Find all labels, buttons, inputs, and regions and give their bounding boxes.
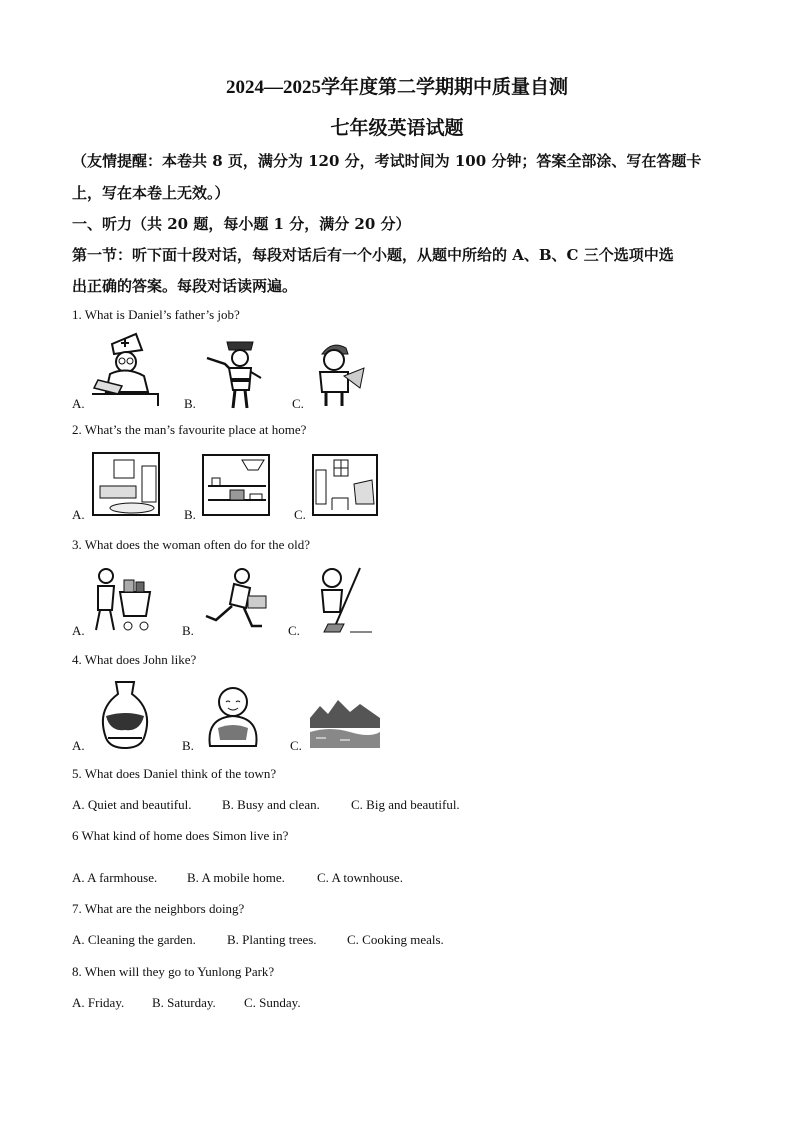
shopping-picture xyxy=(90,566,160,634)
sweeping-picture xyxy=(310,566,374,634)
figurine-picture xyxy=(202,684,264,748)
q4-option-a[interactable]: A. xyxy=(72,738,85,753)
q5-option-a[interactable]: A. Quiet and beautiful. xyxy=(72,797,192,812)
question-8: 8. When will they go to Yunlong Park? xyxy=(72,964,275,979)
worker-picture xyxy=(308,338,370,408)
question-2: 2. What’s the man’s favourite place at home? xyxy=(72,422,307,437)
q6-option-b[interactable]: B. A mobile home. xyxy=(187,870,285,885)
q4-option-c[interactable]: C. xyxy=(290,738,302,753)
question-1: 1. What is Daniel’s father’s job? xyxy=(72,307,240,322)
q8-option-c[interactable]: C. Sunday. xyxy=(244,995,301,1010)
q4-option-b[interactable]: B. xyxy=(182,738,194,753)
kitchen-picture xyxy=(202,454,272,518)
vase-picture xyxy=(92,680,158,750)
part-instruction-2: 出正确的答案。每段对话读两遍。 xyxy=(72,277,298,295)
q1-option-c[interactable]: C. xyxy=(292,396,304,411)
q2-option-c[interactable]: C. xyxy=(294,507,306,522)
living-room-picture xyxy=(312,454,380,518)
q7-option-c[interactable]: C. Cooking meals. xyxy=(347,932,444,947)
question-4: 4. What does John like? xyxy=(72,652,197,667)
police-officer-picture xyxy=(205,334,267,410)
q8-option-a[interactable]: A. Friday. xyxy=(72,995,125,1010)
carrying-box-picture xyxy=(200,566,274,634)
question-5: 5. What does Daniel think of the town? xyxy=(72,766,277,781)
q7-option-a[interactable]: A. Cleaning the garden. xyxy=(72,932,196,947)
q1-option-a[interactable]: A. xyxy=(72,396,85,411)
landscape-painting-picture xyxy=(310,692,380,748)
q3-option-b[interactable]: B. xyxy=(182,623,194,638)
q2-option-b[interactable]: B. xyxy=(184,507,196,522)
part-instruction-1: 第一节：听下面十段对话，每段对话后有一个小题，从题中所给的 A、B、C 三个选项中选 xyxy=(72,246,674,264)
q5-option-c[interactable]: C. Big and beautiful. xyxy=(351,797,460,812)
q6-option-a[interactable]: A. A farmhouse. xyxy=(72,870,158,885)
q1-option-b[interactable]: B. xyxy=(184,396,196,411)
question-7: 7. What are the neighbors doing? xyxy=(72,901,245,916)
question-6: 6 What kind of home does Simon live in? xyxy=(72,828,289,843)
q7-option-b[interactable]: B. Planting trees. xyxy=(227,932,317,947)
q3-option-a[interactable]: A. xyxy=(72,623,85,638)
q2-option-a[interactable]: A. xyxy=(72,507,85,522)
question-3: 3. What does the woman often do for the old? xyxy=(72,537,311,552)
page-subtitle: 七年级英语试题 xyxy=(330,118,464,139)
page-title: 2024—2025学年度第二学期期中质量自测 xyxy=(225,77,568,98)
q6-option-c[interactable]: C. A townhouse. xyxy=(317,870,403,885)
section-heading: 一、听力（共 20 题，每小题 1 分，满分 20 分） xyxy=(72,215,411,233)
notice-line-2: 上，写在本卷上无效。） xyxy=(72,184,230,202)
q3-option-c[interactable]: C. xyxy=(288,623,300,638)
q8-option-b[interactable]: B. Saturday. xyxy=(152,995,216,1010)
bedroom-picture xyxy=(92,452,162,520)
q5-option-b[interactable]: B. Busy and clean. xyxy=(222,797,320,812)
doctor-picture xyxy=(92,330,164,408)
notice-line-1: （友情提醒：本卷共 8 页，满分为 120 分，考试时间为 100 分钟；答案全部涂、写在答题卡 xyxy=(72,152,702,170)
